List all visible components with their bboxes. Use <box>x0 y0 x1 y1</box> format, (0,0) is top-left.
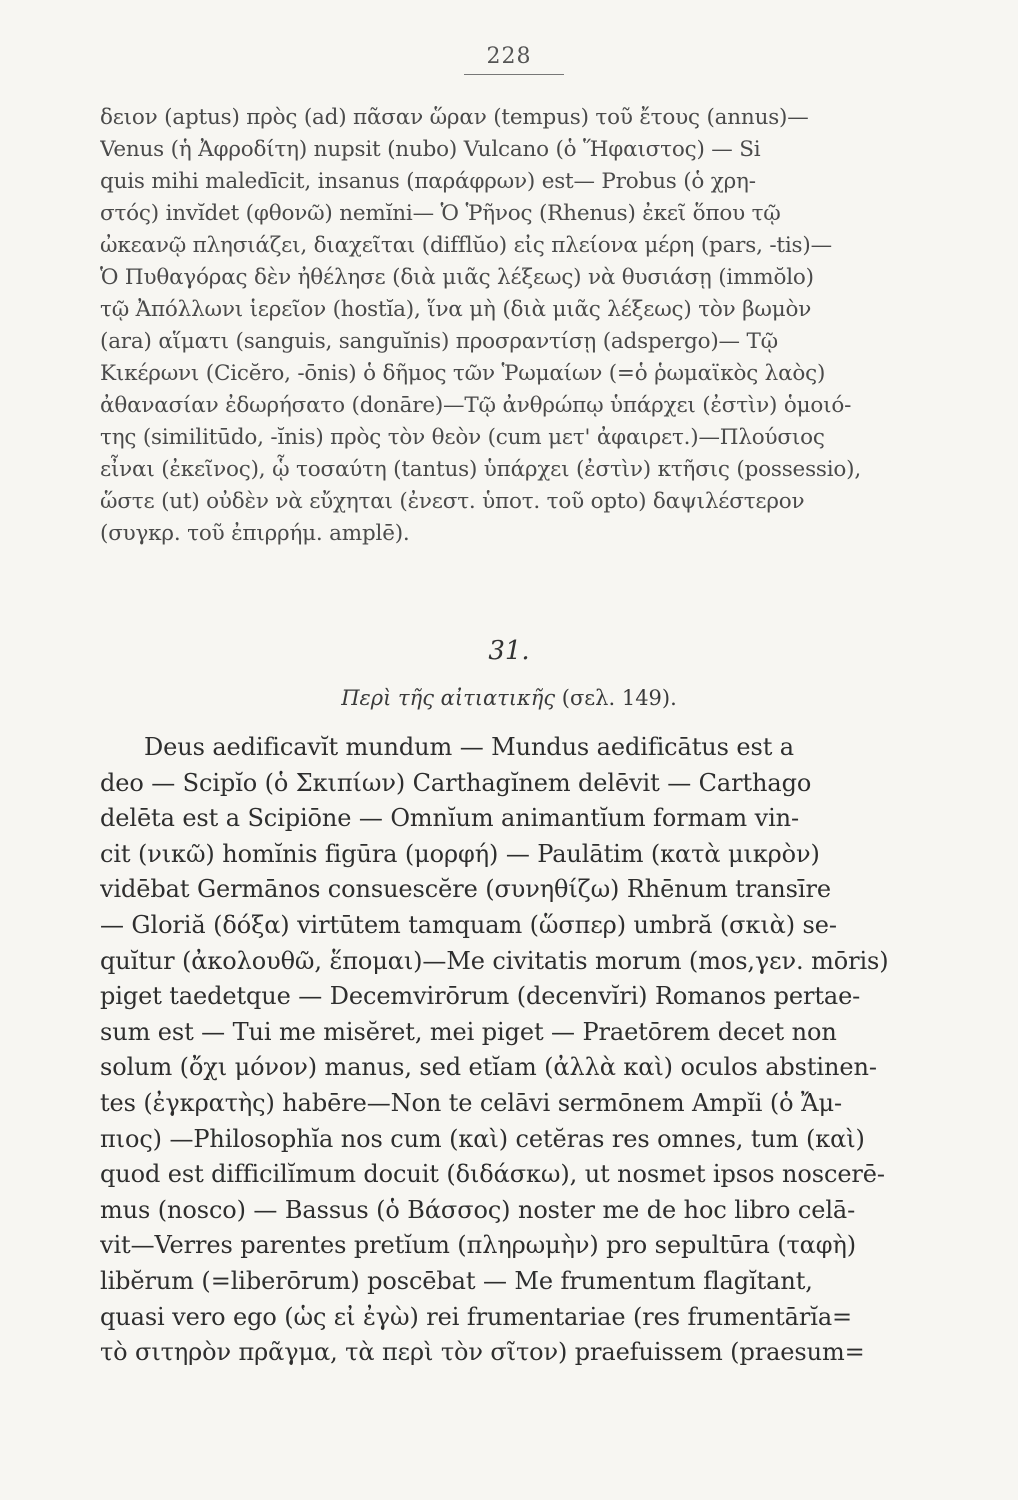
text-line: tes (ἐγκρατὴς) habēre—Non te celāvi sermōnem Ampĭi (ὁ Ἄμ- <box>100 1088 843 1117</box>
section-heading: 31. <box>488 636 530 666</box>
text-line: sum est — Tui me misĕret, mei piget — Praetōrem decet non <box>100 1017 837 1046</box>
text-line: (συγκρ. τοῦ ἐπιρρήμ. amplē). <box>100 521 410 546</box>
text-line: πιος) —Philosophĭa nos cum (καὶ) cetĕras res omnes, tum (καὶ) <box>100 1124 865 1153</box>
subheading-page-ref: (σελ. 149). <box>555 686 677 710</box>
text-line: Ὁ Πυθαγόρας δὲν ἠθέλησε (διὰ μιᾶς λέξεως) νὰ θυσιάσῃ (immŏlo) <box>100 265 814 290</box>
text-line: Venus (ἡ Ἀφροδίτη) nupsit (nubo) Vulcano (ὁ Ἥφαιστος) — Si <box>100 137 761 162</box>
text-line: quĭtur (ἀκολουθῶ, ἕπομαι)—Me civitatis morum (mos,γεν. mōris) <box>100 946 889 975</box>
text-line: ἀθανασίαν ἐδωρήσατο (donāre)—Τῷ ἀνθρώπῳ ὑπάρχει (ἐστὶν) ὁμοιό- <box>100 393 852 418</box>
text-line: vidēbat Germānos consuescĕre (συνηθίζω) Rhēnum transīre <box>100 875 831 904</box>
subheading-title: Περὶ τῆς αἰτιατικῆς <box>341 686 556 710</box>
text-line: deo — Scipĭo (ὁ Σκιπίων) Carthagĭnem delēvit — Carthago <box>100 768 812 797</box>
text-line: delēta est a Scipiōne — Omnĭum animantĭum formam vin- <box>100 804 800 833</box>
text-line: — Gloriă (δόξα) virtūtem tamquam (ὥσπερ) umbră (σκιὰ) se- <box>100 910 837 939</box>
text-line: ὠκεανῷ πλησιάζει, διαχεῖται (difflŭo) εἰς πλείονα μέρη (pars, -tis)— <box>100 233 832 258</box>
section-1-text <box>100 102 935 550</box>
text-line: Deus aedificavĭt mundum — Mundus aedificātus est a <box>144 733 794 761</box>
text-line: piget taedetque — Decemvirōrum (decenvĭri) Romanos pertae- <box>100 982 861 1011</box>
text-line: quis mihi maledīcit, insanus (παράφρων) est— Probus (ὁ χρη- <box>100 169 756 194</box>
text-line: ὥστε (ut) οὐδὲν νὰ εὔχηται (ἐνεστ. ὑποτ. τοῦ opto) δαψιλέστερον <box>100 489 805 514</box>
text-line: mus (nosco) — Bassus (ὁ Βάσσος) noster me de hoc libro celā- <box>100 1195 856 1224</box>
section-2-text <box>100 730 935 1371</box>
text-line: cit (νικῶ) homĭnis figūra (μορφή) — Paulātim (κατὰ μικρὸν) <box>100 839 820 868</box>
text-line: quod est difficilĭmum docuit (διδάσκω), ut nosmet ipsos noscerē- <box>100 1160 885 1189</box>
text-line: quasi vero ego (ὡς εἰ ἐγὼ) rei frumentariae (res frumentārĭa= <box>100 1302 853 1331</box>
text-line: solum (ὄχι μόνον) manus, sed etĭam (ἀλλὰ καὶ) oculos abstinen- <box>100 1053 877 1082</box>
text-line: δειον (aptus) πρὸς (ad) πᾶσαν ὥραν (tempus) τοῦ ἔτους (annus)— <box>100 105 809 130</box>
text-line: (ara) αἵματι (sanguis, sanguĭnis) προσραντίσῃ (adspergo)— Τῷ <box>100 329 778 354</box>
text-line: libĕrum (=liberōrum) poscēbat — Me frumentum flagĭtant, <box>100 1266 813 1295</box>
text-line: τὸ σιτηρὸν πρᾶγμα, τὰ περὶ τὸν σῖτον) praefuissem (praesum= <box>100 1338 865 1367</box>
text-line: εἶναι (ἐκεῖνος), ᾧ τοσαύτη (tantus) ὑπάρχει (ἐστὶν) κτῆσις (possessio), <box>100 457 861 482</box>
text-line: της (similitūdo, -ĭnis) πρὸς τὸν θεὸν (cum μετ' ἀφαιρετ.)—Πλούσιος <box>100 425 825 450</box>
text-line: vit—Verres parentes pretĭum (πληρωμὴν) pro sepultūra (ταφὴ) <box>100 1231 857 1260</box>
text-line: Κικέρωνι (Cicĕro, -ōnis) ὁ δῆμος τῶν Ῥωμαίων (=ὁ ῥωμαϊκὸς λαὸς) <box>100 361 826 386</box>
page-number: 228 <box>486 44 532 69</box>
text-line: τῷ Ἀπόλλωνι ἱερεῖον (hostĭa), ἵνα μὴ (διὰ μιᾶς λέξεως) τὸν βωμὸν <box>100 297 812 322</box>
section-subheading <box>0 686 1018 710</box>
text-line: στός) invĭdet (φθονῶ) nemĭni— Ὁ Ῥῆνος (Rhenus) ἐκεῖ ὅπου τῷ <box>100 201 781 226</box>
page-number-rule <box>464 74 564 75</box>
